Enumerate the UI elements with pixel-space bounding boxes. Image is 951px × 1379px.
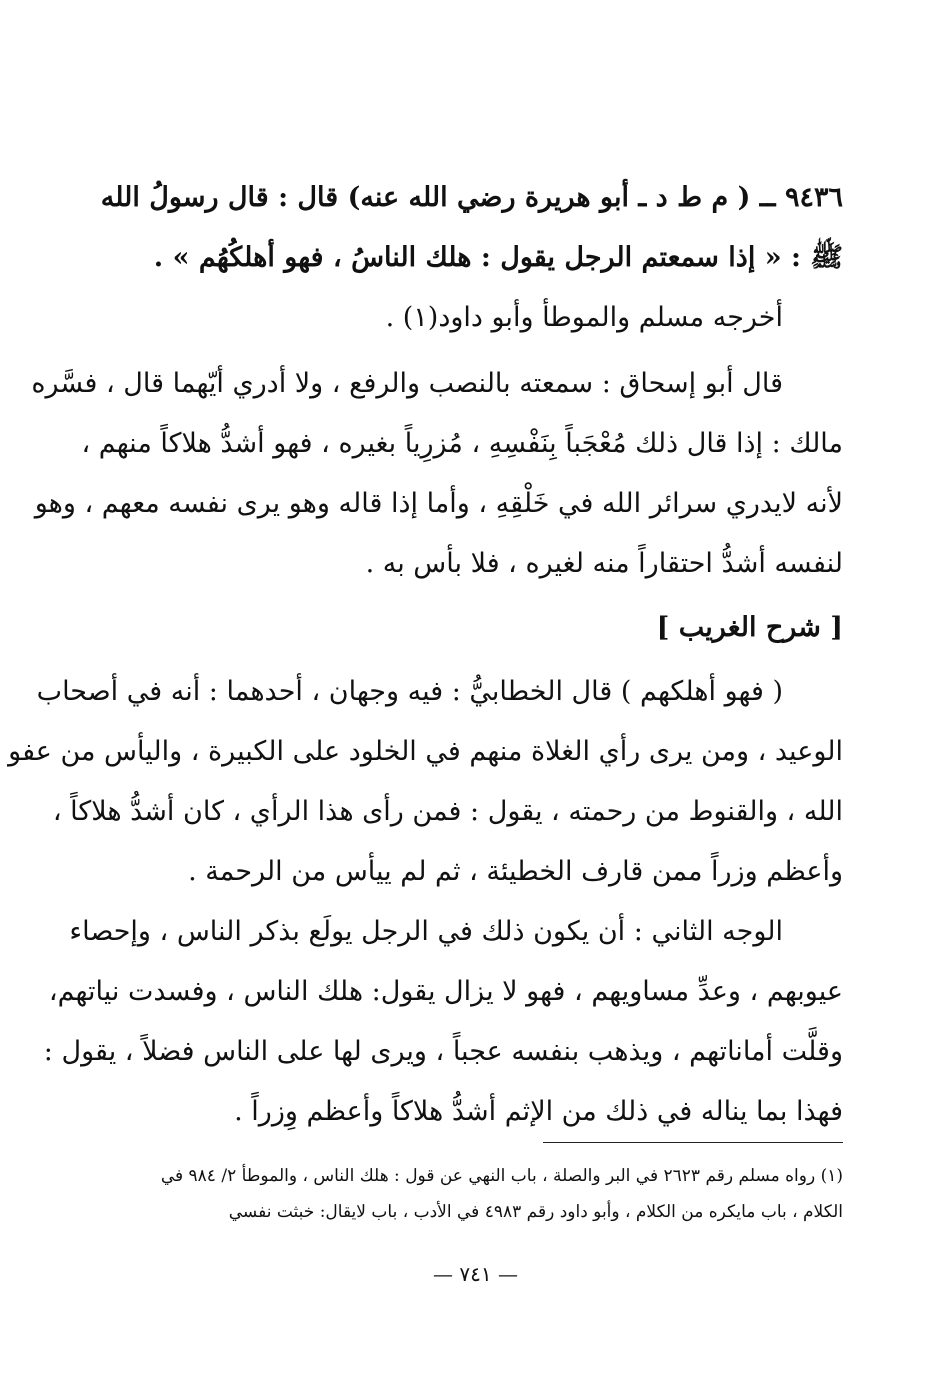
- commentary-line-4: لنفسه أشدُّ احتقاراً منه لغيره ، فلا بأس به .: [365, 548, 843, 579]
- footnotes: [108, 1158, 843, 1230]
- gharib-p2-line-1: الوجه الثاني : أن يكون ذلك في الرجل يولَع بذكر الناس ، وإحصاء: [69, 916, 783, 947]
- page-body: [8, 168, 843, 1142]
- gharib-p2-line-3: وقلَّت أماناتهم ، ويذهب بنفسه عجباً ، ويرى لها على الناس فضلاً ، يقول :: [43, 1036, 843, 1067]
- commentary-line-1: قال أبو إسحاق : سمعته بالنصب والرفع ، ولا أدري أيّهما قال ، فسَّره: [31, 368, 783, 399]
- gharib-p2-line-2: عيوبهم ، وعدِّ مساويهم ، فهو لا يزال يقول: هلك الناس ، وفسدت نياتهم،: [48, 976, 843, 1007]
- gharib-p1-line-2: الوعيد ، ومن يرى رأي الغلاة منهم في الخلود على الكبيرة ، واليأس من عفو: [8, 736, 843, 767]
- hadith-source-line: أخرجه مسلم والموطأ وأبو داود(١) .: [385, 302, 783, 333]
- section-title: [108, 598, 843, 658]
- footnote-line-2: الكلام ، باب مايكره من الكلام ، وأبو داود رقم ٤٩٨٣ في الأدب ، باب لايقال: خبثت نفسي: [228, 1202, 843, 1222]
- section-title-text: [ شرح الغريب ]: [656, 612, 843, 643]
- footnote-line-1: (١) رواه مسلم رقم ٢٦٢٣ في البر والصلة ، باب النهي عن قول : هلك الناس ، والموطأ ٢/ ٩٨٤ في: [160, 1166, 843, 1186]
- commentary-line-2: مالك : إذا قال ذلك مُعْجَباً بِنَفْسِهِ ، مُزرِياً بغيره ، فهو أشدُّ هلاكاً منهم ،: [81, 428, 843, 459]
- hadith-line-2: ﷺ : « إذا سمعتم الرجل يقول : هلك الناسُ ، فهو أهلكُهُم » .: [153, 242, 843, 273]
- gharib-p1-line-4: وأعظم وزراً ممن قارف الخطيئة ، ثم لم ييأس من الرحمة .: [188, 856, 843, 887]
- gharib-p1-line-1: ( فهو أهلكهم ) قال الخطابيُّ : فيه وجهان ، أحدهما : أنه في أصحاب: [36, 676, 783, 707]
- hadith-line-1: ٩٤٣٦ ــ ( م ط د ـ أبو هريرة رضي الله عنه) قال : قال رسولُ الله: [100, 182, 843, 213]
- commentary-line-3: لأنه لايدري سرائر الله في خَلْقِهِ ، وأما إذا قاله وهو يرى نفسه معهم ، وهو: [34, 488, 843, 519]
- gharib-p1-line-3: الله ، والقنوط من رحمته ، يقول : فمن رأى هذا الرأي ، كان أشدُّ هلاكاً ،: [52, 796, 843, 827]
- page-number: — ٧٤١ —: [433, 1262, 518, 1286]
- footnote-divider: [543, 1142, 843, 1143]
- gharib-p2-line-4: فهذا بما يناله في ذلك من الإثم أشدُّ هلاكاً وأعظم وِزراً .: [234, 1096, 843, 1127]
